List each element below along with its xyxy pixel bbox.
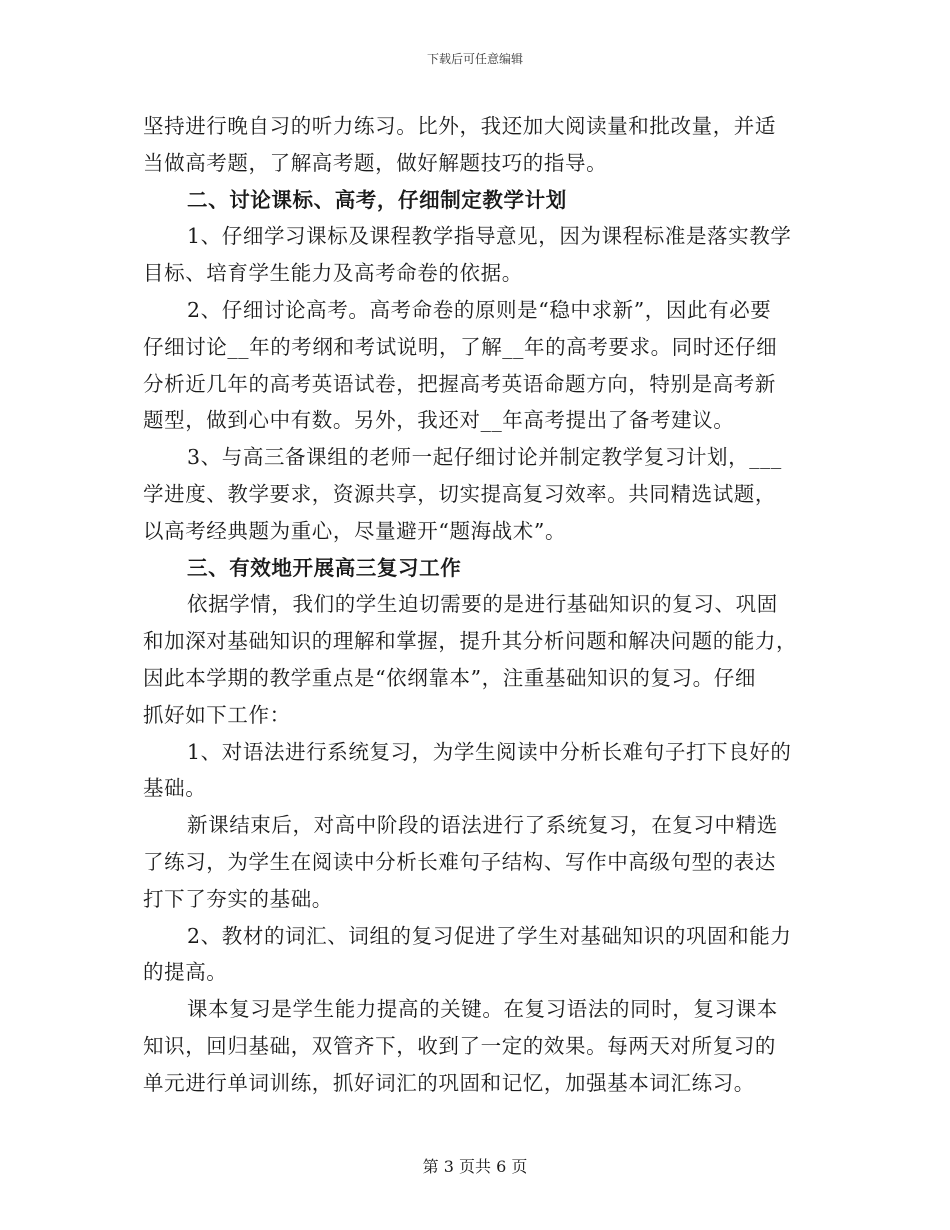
page-header: 下载后可任意编辑: [426, 52, 523, 66]
body-line: 知识，回归基础，双管齐下，收到了一定的效果。每两天对所复习的: [143, 1033, 776, 1058]
body-line: 仔细讨论__年的考纲和考试说明，了解__年的高考要求。同时还仔细: [143, 334, 778, 359]
body-line: 课本复习是学生能力提高的关键。在复习语法的同时，复习课本: [187, 997, 778, 1022]
section-heading-3: 三、有效地开展高三复习工作: [187, 555, 462, 580]
body-line: 新课结束后，对高中阶段的语法进行了系统复习，在复习中精选: [187, 813, 778, 838]
body-line: 学进度、教学要求，资源共享，切实提高复习效率。共同精选试题，: [143, 481, 776, 506]
page-footer: 第 3 页共 6 页: [422, 1157, 528, 1176]
body-line: 抓好如下工作：: [143, 702, 291, 727]
body-line: 因此本学期的教学重点是“依纲靠本”，注重基础知识的复习。仔细: [143, 665, 756, 690]
body-line: 以高考经典题为重心，尽量避开“题海战术”。: [143, 518, 567, 543]
body-line: 的提高。: [143, 960, 228, 985]
document-body: [143, 108, 811, 1102]
body-line: 3、与高三备课组的老师一起仔细讨论并制定教学复习计划，___: [187, 445, 782, 470]
body-line: 打下了夯实的基础。: [143, 886, 333, 911]
body-line: 坚持进行晚自习的听力练习。比外，我还加大阅读量和批改量，并适: [143, 114, 776, 138]
body-line: 了练习，为学生在阅读中分析长难句子结构、写作中高级句型的表达: [143, 849, 776, 874]
body-line: 分析近几年的高考英语试卷，把握高考英语命题方向，特别是高考新: [143, 371, 776, 396]
body-line: 单元进行单词训练，抓好词汇的巩固和记忆，加强基本词汇练习。: [143, 1070, 755, 1095]
body-line: 当做高考题，了解高考题，做好解题技巧的指导。: [143, 150, 608, 175]
body-line: 目标、培育学生能力及高考命卷的依据。: [143, 261, 523, 286]
body-line: 题型，做到心中有数。另外，我还对__年高考提出了备考建议。: [143, 408, 735, 433]
body-line: 和加深对基础知识的理解和掌握，提升其分析问题和解决问题的能力，: [143, 629, 798, 654]
body-line: 基础。: [143, 776, 207, 801]
body-line: 1、对语法进行系统复习，为学生阅读中分析长难句子打下良好的: [187, 739, 792, 764]
section-heading-2: 二、讨论课标、高考，仔细制定教学计划: [187, 187, 567, 212]
body-line: 2、教材的词汇、词组的复习促进了学生对基础知识的巩固和能力: [187, 923, 792, 948]
body-line: 1、仔细学习课标及课程教学指导意见，因为课程标准是落实教学: [187, 224, 792, 249]
body-line: 2、仔细讨论高考。高考命卷的原则是“稳中求新”，因此有必要: [187, 297, 772, 322]
body-line: 依据学情，我们的学生迫切需要的是进行基础知识的复习、巩固: [187, 592, 778, 617]
